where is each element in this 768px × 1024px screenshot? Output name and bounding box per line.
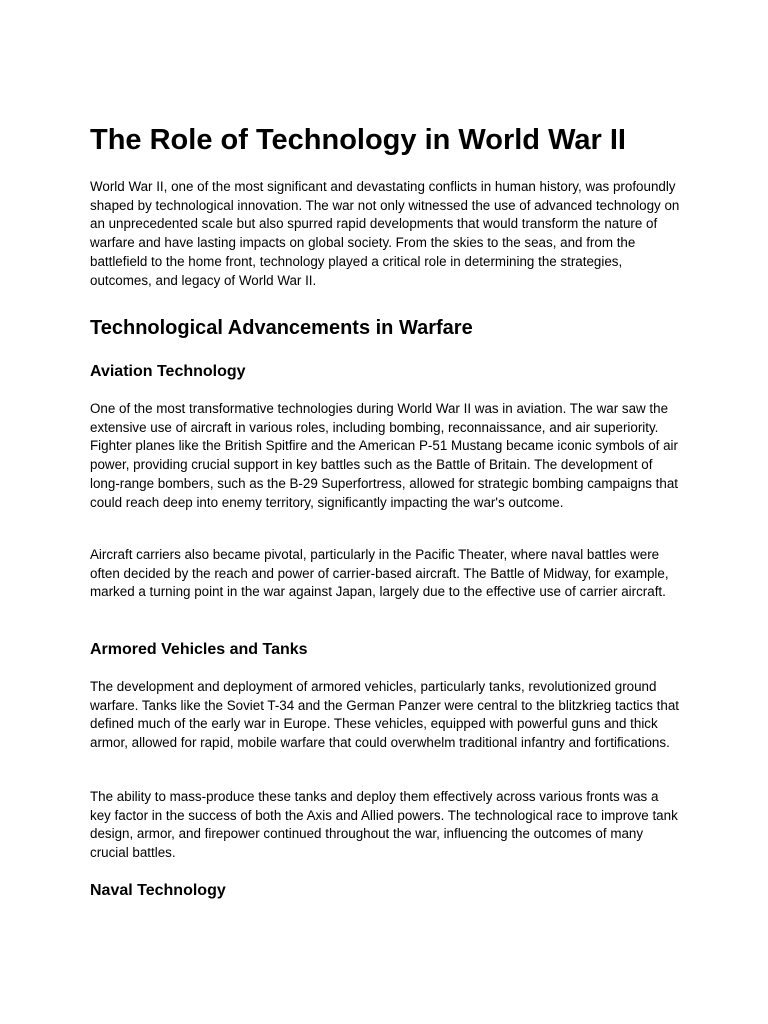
armor-paragraph-1: The development and deployment of armored vehicles, particularly tanks, revolutionized ground warfare. Tanks like the Soviet T-34 and the German Panzer were central to the blitzkrieg tactics that defined much of the early war in Europe. These vehicles, equipped with powerful guns and thick armor, allowed for rapid, mobile warfare that could overwhelm traditional infantry and fortifications.	[90, 679, 679, 751]
aviation-paragraph-1: One of the most transformative technologies during World War II was in aviation. The war saw the extensive use of aircraft in various roles, including bombing, reconnaissance, and air superiority. Fighter planes like the British Spitfire and the American P-51 Mustang became iconic symbols of air power, providing crucial support in key battles such as the Battle of Britain. The development of long-range bombers, such as the B-29 Superfortress, allowed for strategic bombing campaigns that could reach deep into enemy territory, significantly impacting the war's outcome.	[90, 401, 679, 510]
subheading-aviation: Aviation Technology	[90, 363, 246, 380]
aviation-paragraph-2: Aircraft carriers also became pivotal, particularly in the Pacific Theater, where naval battles were often decided by the reach and power of carrier-based aircraft. The Battle of Midway, for example, marked a turning point in the war against Japan, largely due to the effective use of carrier aircraft.	[90, 547, 669, 600]
document-title: The Role of Technology in World War II	[90, 124, 626, 156]
intro-paragraph: World War II, one of the most significant and devastating conflicts in human history, was profoundly shaped by technological innovation. The war not only witnessed the use of advanced technology on an unprecedented scale but also spurred rapid developments that would transform the nature of warfare and have lasting impacts on global society. From the skies to the seas, and from the battlefield to the home front, technology played a critical role in determining the strategies, outcomes, and legacy of World War II.	[90, 179, 680, 288]
subheading-armored-vehicles: Armored Vehicles and Tanks	[90, 641, 308, 658]
subheading-naval: Naval Technology	[90, 882, 226, 899]
armor-paragraph-2: The ability to mass-produce these tanks and deploy them effectively across various fronts was a key factor in the success of both the Axis and Allied powers. The technological race to improve tank design, armor, and firepower continued throughout the war, influencing the outcomes of many crucial battles.	[90, 789, 678, 861]
section-heading-advancements: Technological Advancements in Warfare	[90, 317, 473, 339]
